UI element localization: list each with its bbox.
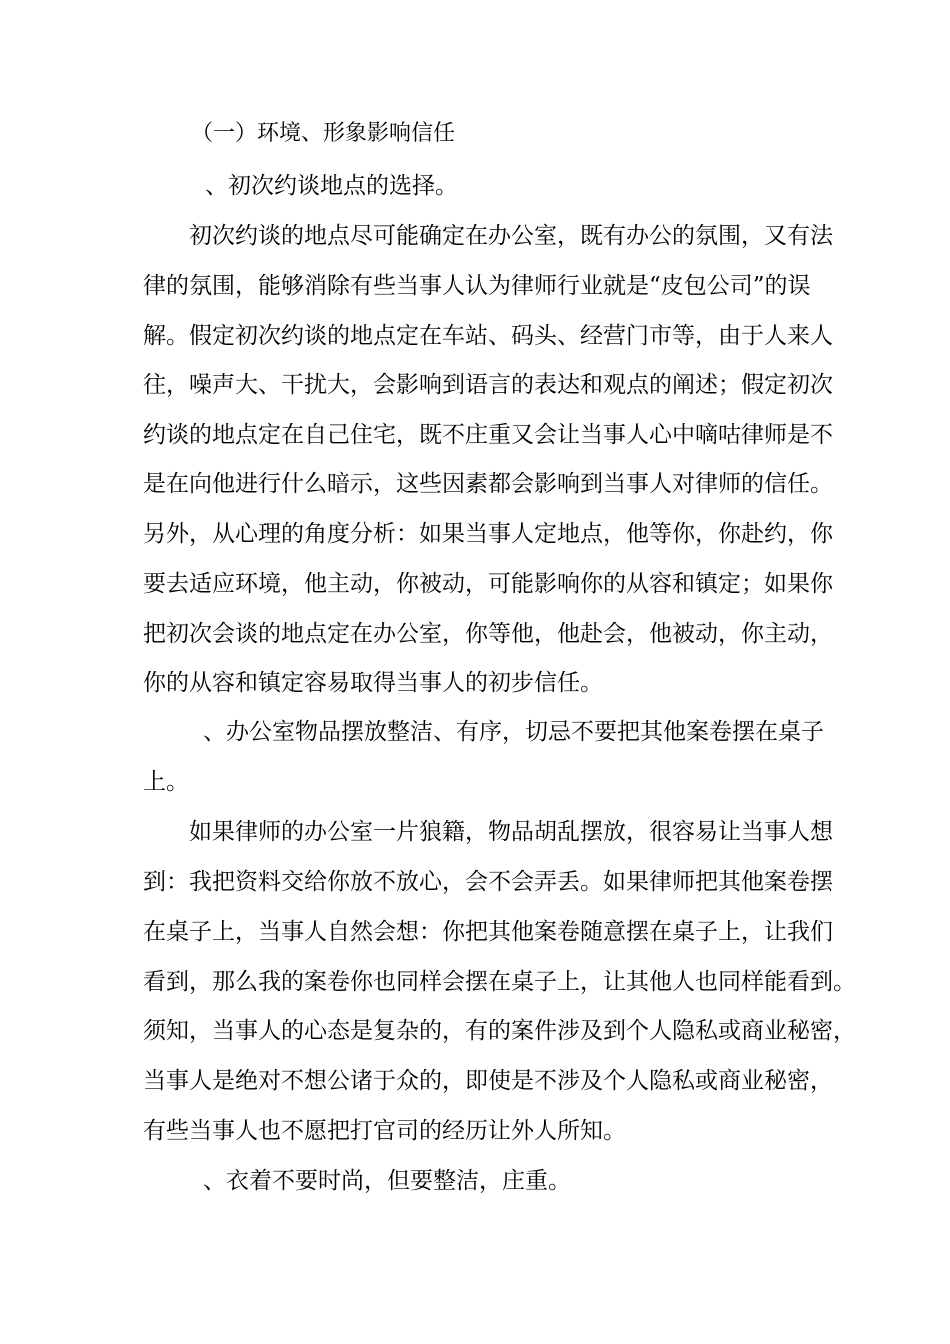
paragraph-line: 解。假定初次约谈的地点定在车站、码头、经营门市等，由于人来人 bbox=[143, 323, 833, 349]
paragraph-line: 看到，那么我的案卷你也同样会摆在桌子上，让其他人也同样能看到。 bbox=[143, 969, 856, 995]
paragraph-line: 另外，从心理的角度分析：如果当事人定地点，他等你，你赴约，你 bbox=[143, 521, 833, 547]
subheading-meeting-location: 、初次约谈地点的选择。 bbox=[205, 173, 458, 199]
subheading-line: 、办公室物品摆放整洁、有序，切忌不要把其他案卷摆在桌子 bbox=[203, 719, 824, 745]
paragraph-line: 初次约谈的地点尽可能确定在办公室，既有办公的氛围，又有法 bbox=[189, 223, 833, 249]
paragraph-line: 在桌子上，当事人自然会想：你把其他案卷随意摆在桌子上，让我们 bbox=[143, 919, 833, 945]
paragraph-line: 如果律师的办公室一片狼籍，物品胡乱摆放，很容易让当事人想 bbox=[189, 819, 833, 845]
paragraph-line: 你的从容和镇定容易取得当事人的初步信任。 bbox=[143, 670, 603, 696]
paragraph-line: 当事人是绝对不想公诸于众的，即使是不涉及个人隐私或商业秘密， bbox=[143, 1068, 833, 1094]
subheading-attire: 、衣着不要时尚，但要整洁，庄重。 bbox=[203, 1168, 571, 1194]
paragraph-line: 有些当事人也不愿把打官司的经历让外人所知。 bbox=[143, 1118, 626, 1144]
paragraph-line: 是在向他进行什么暗示，这些因素都会影响到当事人对律师的信任。 bbox=[143, 471, 833, 497]
paragraph-line: 须知，当事人的心态是复杂的，有的案件涉及到个人隐私或商业秘密， bbox=[143, 1018, 856, 1044]
paragraph-line: 把初次会谈的地点定在办公室，你等他，他赴会，他被动，你主动， bbox=[143, 621, 833, 647]
section-heading: （一）环境、形象影响信任 bbox=[191, 121, 456, 146]
paragraph-line: 要去适应环境，他主动，你被动，可能影响你的从容和镇定；如果你 bbox=[143, 571, 833, 597]
paragraph-line: 到：我把资料交给你放不放心，会不会弄丢。如果律师把其他案卷摆 bbox=[143, 869, 833, 895]
paragraph-line: 律的氛围，能够消除有些当事人认为律师行业就是“皮包公司”的误 bbox=[143, 273, 811, 299]
subheading-line: 上。 bbox=[143, 769, 189, 795]
paragraph-line: 往，噪声大、干扰大，会影响到语言的表达和观点的阐述；假定初次 bbox=[143, 372, 833, 398]
paragraph-line: 约谈的地点定在自己住宅，既不庄重又会让当事人心中嘀咕律师是不 bbox=[143, 422, 833, 448]
